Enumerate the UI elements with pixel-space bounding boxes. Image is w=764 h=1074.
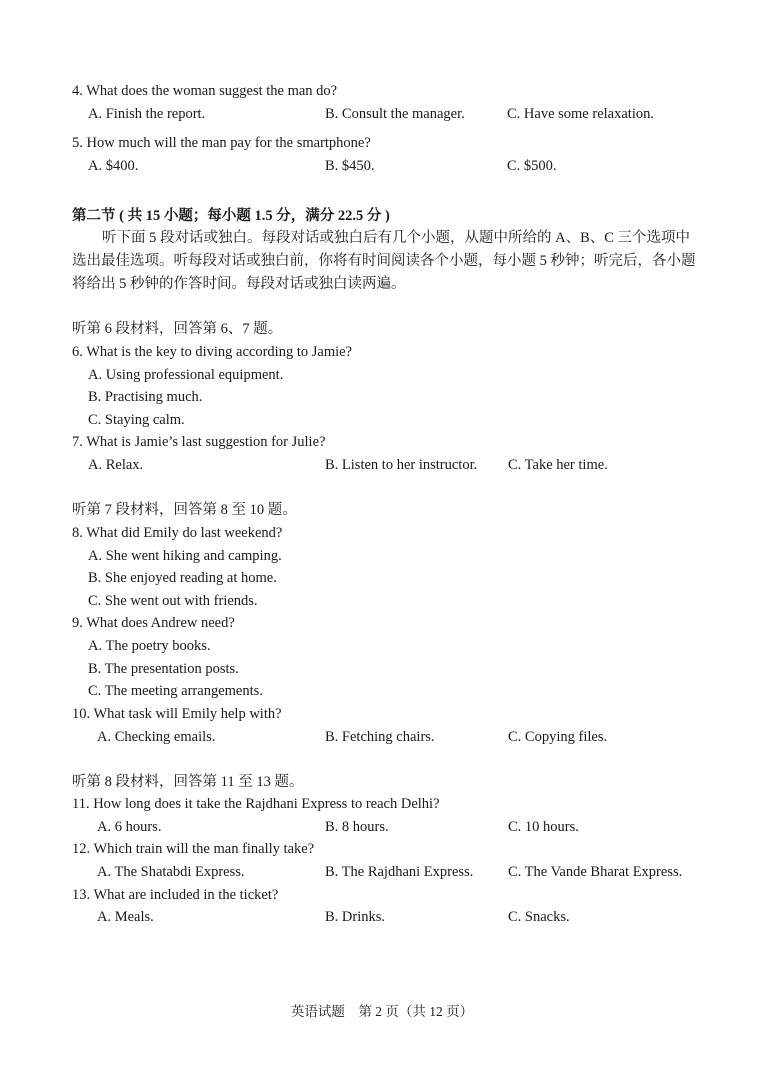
- q12-option-c: C. The Vande Bharat Express.: [508, 864, 683, 880]
- group-7-title: 听第 7 段材料，回答第 8 至 10 题。: [72, 502, 297, 518]
- q7-option-c: C. Take her time.: [508, 457, 608, 473]
- question-6: 6. What is the key to diving according to Jamie?: [72, 344, 352, 360]
- q6-option-a: A. Using professional equipment.: [88, 367, 284, 383]
- q9-option-b: B. The presentation posts.: [88, 661, 239, 677]
- q13-option-c: C. Snacks.: [508, 909, 570, 925]
- q4-option-b: B. Consult the manager.: [325, 106, 465, 122]
- q10-option-b: B. Fetching chairs.: [325, 729, 435, 745]
- q5-option-c: C. $500.: [507, 158, 557, 174]
- q10-option-c: C. Copying files.: [508, 729, 608, 745]
- q12-option-a: A. The Shatabdi Express.: [97, 864, 245, 880]
- question-4: 4. What does the woman suggest the man do?: [72, 83, 338, 99]
- q7-option-b: B. Listen to her instructor.: [325, 457, 478, 473]
- q6-option-b: B. Practising much.: [88, 389, 203, 405]
- q5-option-b: B. $450.: [325, 158, 375, 174]
- q13-option-b: B. Drinks.: [325, 909, 386, 925]
- instructions-text: 听下面 5 段对话或独白。每段对话或独白后有几个小题，从题中所给的 A、B、C 三个选项中选出最佳选项。听每段对话或独白前，你将有时间阅读各个小题，每小题 5 秒钟；听完后，各小题将给出 5 秒钟的作答时间。每段对话或独白读两遍。: [72, 230, 696, 292]
- q8-option-a: A. She went hiking and camping.: [88, 548, 282, 564]
- question-9: 9. What does Andrew need?: [72, 615, 235, 631]
- q8-option-c: C. She went out with friends.: [88, 593, 258, 609]
- q10-option-a: A. Checking emails.: [97, 729, 216, 745]
- q11-option-b: B. 8 hours.: [325, 819, 389, 835]
- q5-option-a: A. $400.: [88, 158, 139, 174]
- question-11: 11. How long does it take the Rajdhani Express to reach Delhi?: [72, 796, 440, 812]
- section-instructions: [72, 227, 697, 296]
- section-heading: 第二节 ( 共 15 小题；每小题 1.5 分，满分 22.5 分 ): [72, 208, 390, 224]
- question-8: 8. What did Emily do last weekend?: [72, 525, 283, 541]
- q4-option-a: A. Finish the report.: [88, 106, 206, 122]
- q7-option-a: A. Relax.: [88, 457, 144, 473]
- q9-option-a: A. The poetry books.: [88, 638, 211, 654]
- q4-option-c: C. Have some relaxation.: [507, 106, 654, 122]
- question-13: 13. What are included in the ticket?: [72, 887, 279, 903]
- question-5: 5. How much will the man pay for the smartphone?: [72, 135, 371, 151]
- group-8-title: 听第 8 段材料，回答第 11 至 13 题。: [72, 774, 304, 790]
- q13-option-a: A. Meals.: [97, 909, 154, 925]
- question-7: 7. What is Jamie’s last suggestion for Julie?: [72, 434, 326, 450]
- q8-option-b: B. She enjoyed reading at home.: [88, 570, 277, 586]
- question-12: 12. Which train will the man finally take?: [72, 841, 315, 857]
- q9-option-c: C. The meeting arrangements.: [88, 683, 263, 699]
- group-6-title: 听第 6 段材料，回答第 6、7 题。: [72, 321, 283, 337]
- q11-option-c: C. 10 hours.: [508, 819, 579, 835]
- q6-option-c: C. Staying calm.: [88, 412, 185, 428]
- page-footer: 英语试题 第 2 页（共 12 页）: [290, 1004, 474, 1019]
- q12-option-b: B. The Rajdhani Express.: [325, 864, 474, 880]
- question-10: 10. What task will Emily help with?: [72, 706, 282, 722]
- q11-option-a: A. 6 hours.: [97, 819, 162, 835]
